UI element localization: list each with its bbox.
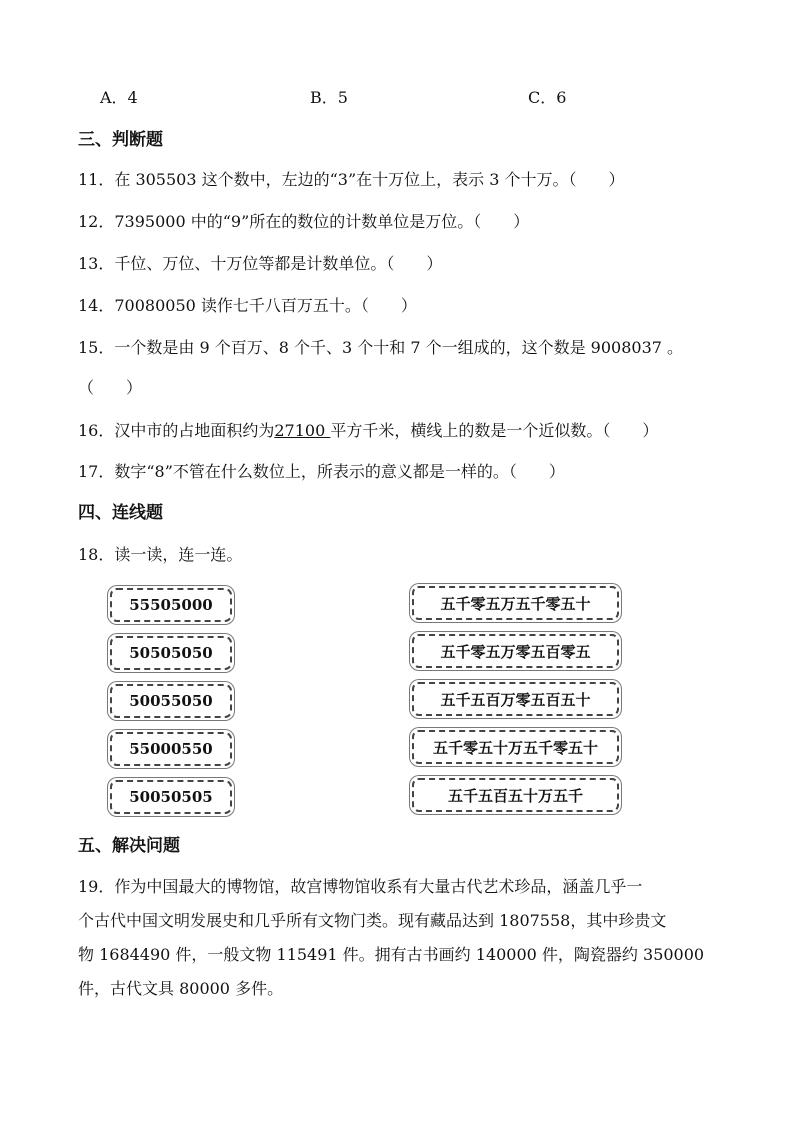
- question-18: 18．读一读，连一连。: [78, 545, 243, 564]
- question-19-line: 19．作为中国最大的博物馆，故宫博物馆收系有大量古代艺术珍品，涵盖几乎一: [78, 877, 643, 896]
- question-19-line: 件，古代文具 80000 多件。: [78, 979, 284, 998]
- question-13: 13．千位、万位、十万位等都是计数单位。（ ）: [78, 254, 443, 273]
- option-b: B．5: [310, 88, 348, 107]
- question-11: 11．在 305503 这个数中，左边的“3”在十万位上，表示 3 个十万。（ ）: [78, 170, 625, 189]
- section-5-title: 五、解决问题: [78, 836, 180, 856]
- option-a: A．4: [100, 88, 138, 107]
- section-3-title: 三、判断题: [78, 130, 163, 150]
- question-16-before: 16．汉中市的占地面积约为: [78, 421, 275, 440]
- number-box[interactable]: 50055050: [110, 684, 232, 718]
- number-box[interactable]: 50050505: [110, 780, 232, 814]
- question-16: [78, 421, 658, 441]
- number-box[interactable]: 55000550: [110, 732, 232, 766]
- section-4-title: 四、连线题: [78, 503, 163, 523]
- question-17: 17．数字“8”不管在什么数位上，所表示的意义都是一样的。（ ）: [78, 462, 565, 481]
- question-15-bracket: （ ）: [78, 378, 143, 397]
- word-box[interactable]: 五千五百万零五百五十: [412, 682, 619, 716]
- question-12: 12．7395000 中的“9”所在的数位的计数单位是万位。（ ）: [78, 212, 530, 231]
- question-19: [78, 870, 748, 1006]
- word-box[interactable]: 五千零五十万五千零五十: [412, 730, 619, 764]
- question-16-underlined: 27100: [274, 421, 331, 440]
- word-box[interactable]: 五千零五万零五百零五: [412, 634, 619, 668]
- word-box[interactable]: 五千五百五十万五千: [412, 778, 619, 812]
- question-15: 15．一个数是由 9 个百万、8 个千、3 个十和 7 个一组成的，这个数是 9008037 。: [78, 338, 684, 357]
- question-19-line: 个古代中国文明发展史和几乎所有文物门类。现有藏品达到 1807558，其中珍贵文: [78, 911, 667, 930]
- question-19-line: 物 1684490 件，一般文物 115491 件。拥有古书画约 140000 件，陶瓷器约 350000: [78, 945, 705, 964]
- word-box[interactable]: 五千零五万五千零五十: [412, 586, 619, 620]
- question-16-after: 平方千米，横线上的数是一个近似数。（ ）: [330, 421, 659, 440]
- question-14: 14．70080050 读作七千八百万五十。（ ）: [78, 296, 417, 315]
- number-box[interactable]: 55505000: [110, 588, 232, 622]
- number-box[interactable]: 50505050: [110, 636, 232, 670]
- option-c: C．6: [528, 88, 567, 107]
